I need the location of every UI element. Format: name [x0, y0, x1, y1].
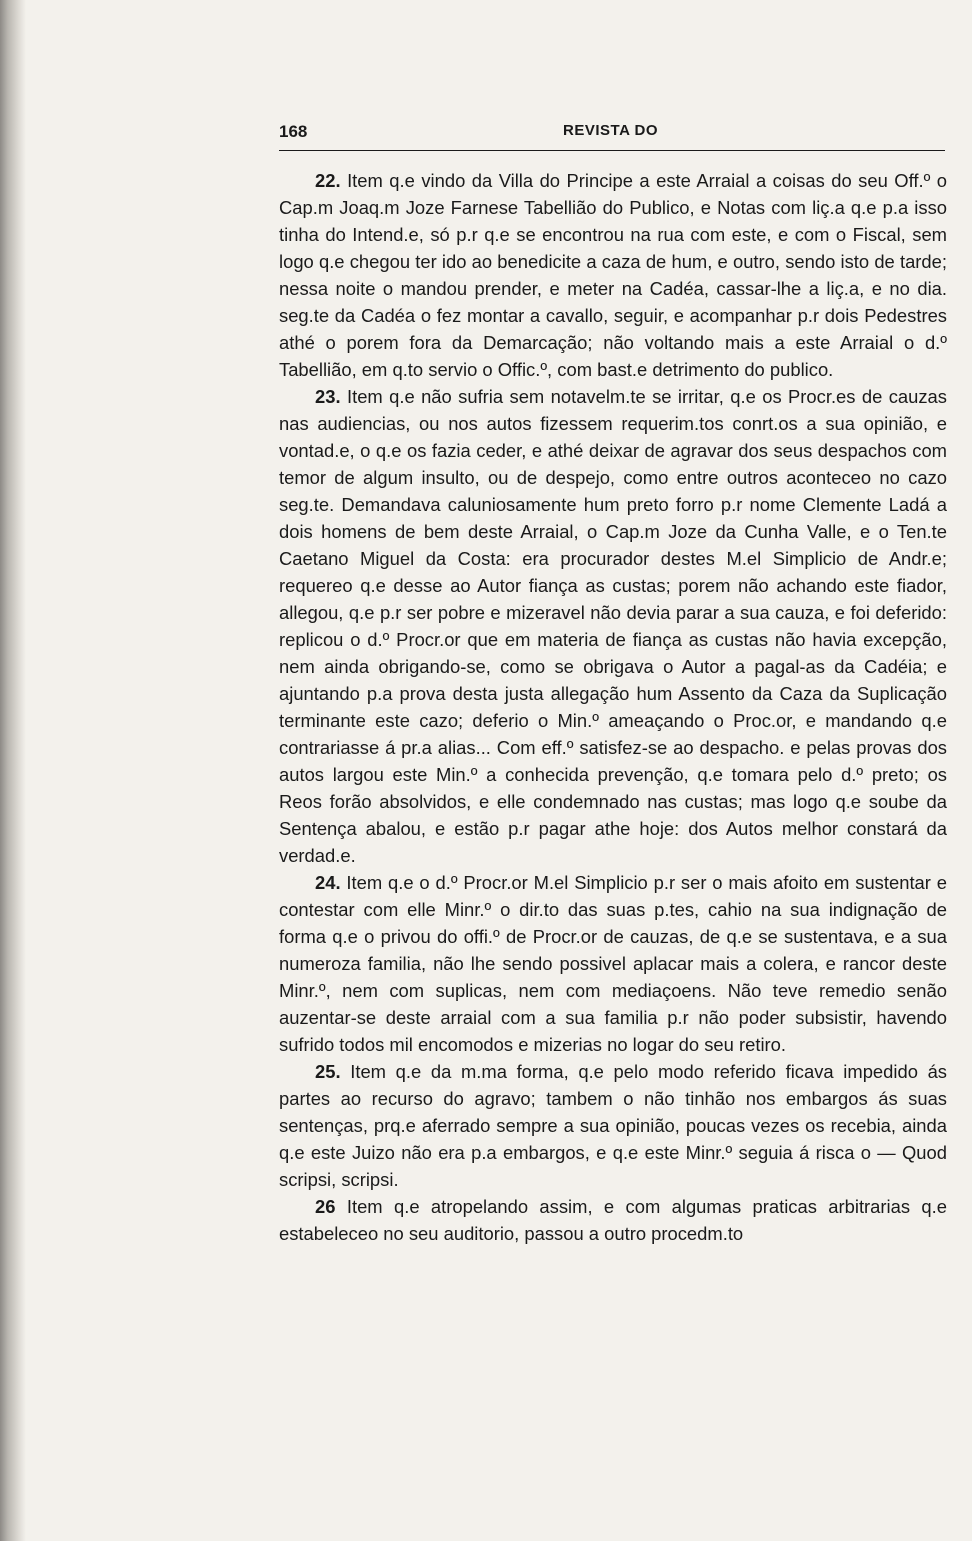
paragraph-item-22: [279, 167, 947, 383]
item-number: 22.: [315, 170, 341, 191]
paragraph-item-26: [279, 1193, 947, 1247]
item-number: 24.: [315, 872, 341, 893]
book-spine-shadow: [0, 0, 26, 1541]
journal-title: REVISTA DO: [563, 122, 659, 139]
paragraph-item-23: [279, 383, 947, 869]
paragraph-text: Item q.e o d.º Procr.or M.el Simplicio p.r ser o mais afoito em sustentar e contestar com elle Minr.º o dir.to das suas p.tes, cahio na sua indignação de forma q.e o privou do offi.º de Procr.or de cauzas, de q.e se sustentava, e a sua numeroza familia, não lhe sendo possivel aplacar mais a colera, e rancor deste Minr.º, nem com suplicas, nem com mediaçoens. Não teve remedio senão auzentar-se deste arraial com a sua familia p.r não poder subsistir, havendo sufrido todos mil encomodos e mizerias no logar do seu retiro.: [279, 872, 947, 1055]
page-number: 168: [279, 122, 308, 141]
paragraph-item-25: [279, 1058, 947, 1193]
item-number: 25.: [315, 1061, 341, 1082]
paragraph-text: Item q.e vindo da Villa do Principe a este Arraial a coisas do seu Off.º o Cap.m Joaq.m Joze Farnese Tabellião do Publico, e Notas com liç.a q.e p.a isso tinha do Intend.e, só p.r q.e se encontrou na rua com este, e com o Fiscal, sem logo q.e chegou ter ido ao benedicite a caza de hum, e outro, sendo isto de tarde; nessa noite o mandou prender, e meter na Cadéa, cassar-lhe a liç.a, e no dia. seg.te da Cadéa o fez montar a cavallo, seguir, e acompanhar p.r dois Pedestres athé o porem fora da Demarcação; não voltando mais a este Arraial o d.º Tabellião, em q.to servio o Offic.º, com bast.e detrimento do publico.: [279, 170, 947, 380]
item-number: 26: [315, 1196, 336, 1217]
paragraph-item-24: [279, 869, 947, 1058]
item-number: 23.: [315, 386, 341, 407]
header-rule: [279, 150, 945, 151]
paragraph-text: Item q.e atropelando assim, e com algumas praticas arbitrarias q.e estabeleceo no seu auditorio, passou a outro procedm.to: [279, 1196, 947, 1244]
running-head: [279, 118, 947, 144]
document-page: [279, 118, 947, 1247]
paragraph-text: Item q.e não sufria sem notavelm.te se irritar, q.e os Procr.es de cauzas nas audiencias, ou nos autos fizessem requerim.tos conrt.os a sua opinião, e vontad.e, o q.e os fazia ceder, e athé deixar de agravar dos seus despachos com temor de algum insulto, ou de despejo, como entre outros aconteceo no cazo seg.te. Demandava caluniosamente hum preto forro p.r nome Clemente Ladá a dois homens de bem deste Arraial, o Cap.m Joze da Cunha Valle, e o Ten.te Caetano Miguel da Costa: era procurador destes M.el Simplicio de Andr.e; requereo q.e desse ao Autor fiança as custas; porem não achando este fiador, allegou, q.e p.r ser pobre e mizeravel não devia parar a sua cauza, e foi deferido: replicou o d.º Procr.or que em materia de fiança as custas não havia excepção, nem ainda obrigando-se, como se obrigava o Autor a pagal-as da Cadéia; e ajuntando p.a prova desta justa allegação hum Assento da Caza da Suplicação terminante este cazo; deferio o Min.º ameaçando o Proc.or, e mandando q.e contrariasse á pr.a alias... Com eff.º satisfez-se ao despacho. e pelas provas dos autos largou este Min.º a conhecida prevenção, q.e tomara pelo d.º preto; os Reos forão absolvidos, e elle condemnado nas custas; mas logo q.e soube da Sentença abalou, e estão p.r pagar athe hoje: dos Autos melhor constará da verdad.e.: [279, 386, 947, 866]
body-text: [279, 167, 947, 1247]
paragraph-text: Item q.e da m.ma forma, q.e pelo modo referido ficava impedido ás partes ao recurso do agravo; tambem o não tinhão nos embargos ás suas sentenças, prq.e aferrado sempre a sua opinião, poucas vezes os recebia, ainda q.e este Juizo não era p.a embargos, e q.e este Minr.º seguia á risca o — Quod scripsi, scripsi.: [279, 1061, 947, 1190]
